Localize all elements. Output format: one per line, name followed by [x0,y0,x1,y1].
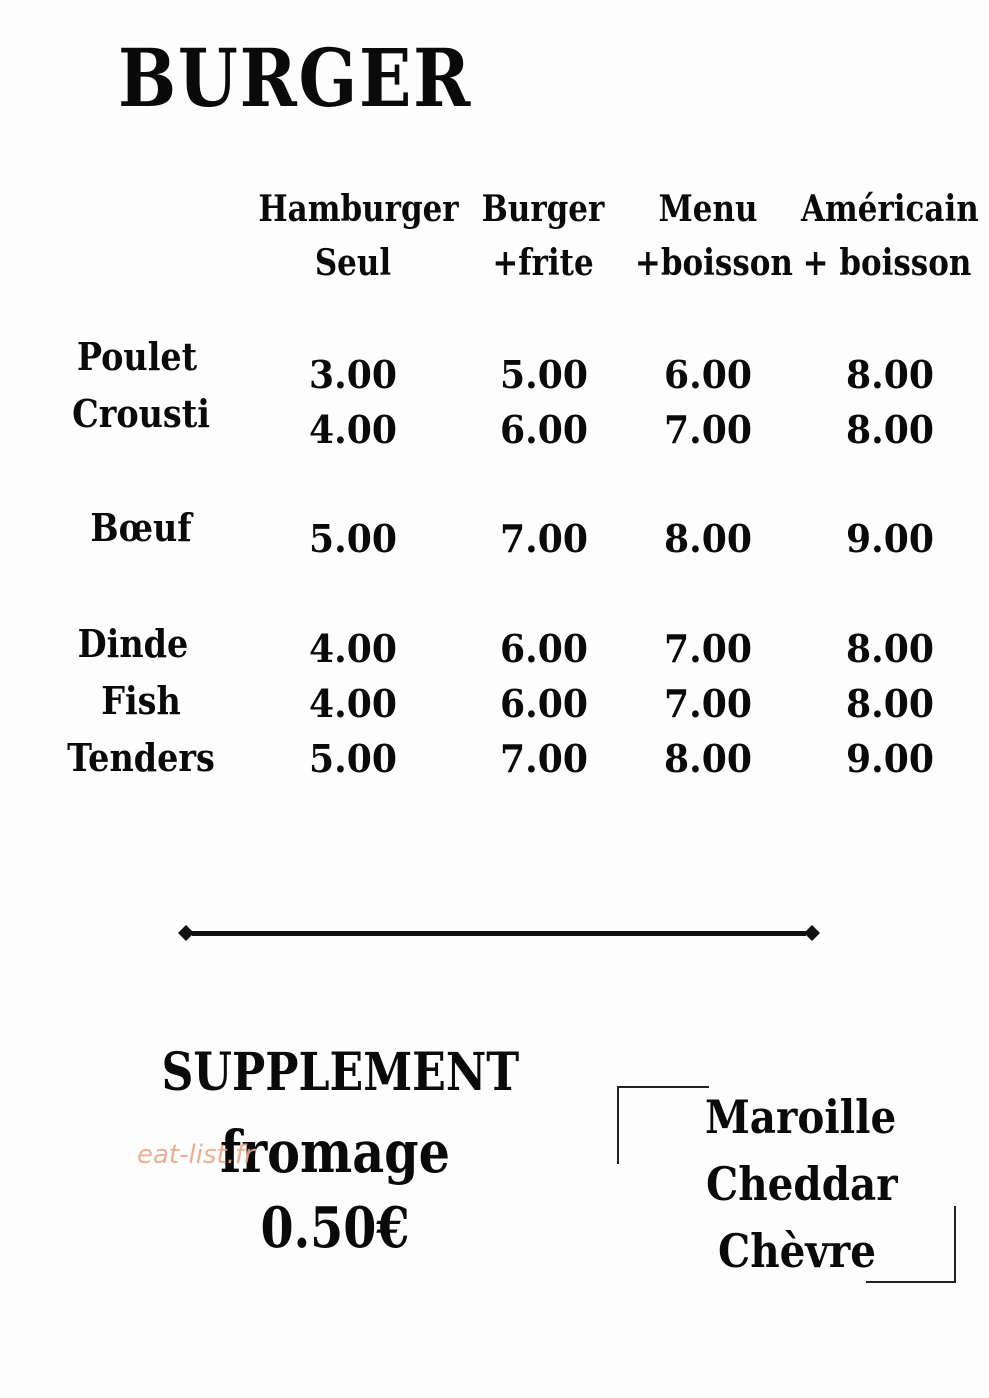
watermark-text: eat-list.fr [137,1140,255,1170]
column-header-line2: +frite [492,242,594,284]
price-cell: 7.00 [664,407,752,452]
row-label-poulet: Poulet [76,334,198,379]
price-cell: 6.00 [500,681,588,726]
price-cell: 7.00 [500,516,588,561]
price-cell: 8.00 [846,681,934,726]
price-cell: 7.00 [500,736,588,781]
column-header-menu-boisson [634,182,793,290]
price-cell: 5.00 [309,516,397,561]
price-cell: 6.00 [664,352,752,397]
row-label-dinde: Dinde [77,621,189,666]
price-cell: 5.00 [309,736,397,781]
price-cell: 8.00 [846,626,934,671]
row-label-crousti: Crousti [72,391,210,436]
price-cell: 9.00 [846,736,934,781]
price-cell: 6.00 [500,626,588,671]
column-header-line2: Seul [314,242,392,284]
price-cell: 8.00 [664,736,752,781]
price-cell: 4.00 [309,407,397,452]
supplement-heading: SUPPLEMENT [161,1042,520,1103]
column-header-hamburger-seul [258,182,459,290]
cheese-option-chevre: Chèvre [718,1224,877,1278]
ornamental-divider [178,924,820,942]
column-header-americain-boisson [801,182,979,290]
row-label-fish: Fish [101,678,181,723]
price-cell: 9.00 [846,516,934,561]
price-cell: 8.00 [846,352,934,397]
frame-bracket-top-left [617,1086,709,1164]
column-header-line1: Hamburger [258,188,459,230]
column-header-line1: Burger [481,188,605,230]
frame-bracket-bottom-right [866,1206,956,1283]
menu-title: BURGER [118,31,473,125]
column-header-burger-frite [479,182,608,290]
column-header-line1: Menu [658,188,758,230]
column-header-line2: + boisson [802,242,972,284]
price-cell: 6.00 [500,407,588,452]
column-header-line2: +boisson [634,242,793,284]
price-cell: 5.00 [500,352,588,397]
supplement-item: fromage [219,1118,451,1186]
price-cell: 8.00 [846,407,934,452]
price-cell: 7.00 [664,626,752,671]
price-cell: 8.00 [664,516,752,561]
price-cell: 7.00 [664,681,752,726]
price-cell: 3.00 [309,352,397,397]
cheese-option-maroille: Maroille [705,1090,897,1144]
price-cell: 4.00 [309,626,397,671]
row-label-tenders: Tenders [67,735,215,780]
cheese-option-cheddar: Cheddar [706,1157,898,1211]
column-header-line1: Américain [801,188,979,230]
row-label-boeuf: Bœuf [90,505,192,550]
supplement-price: 0.50€ [260,1195,410,1261]
price-cell: 4.00 [309,681,397,726]
